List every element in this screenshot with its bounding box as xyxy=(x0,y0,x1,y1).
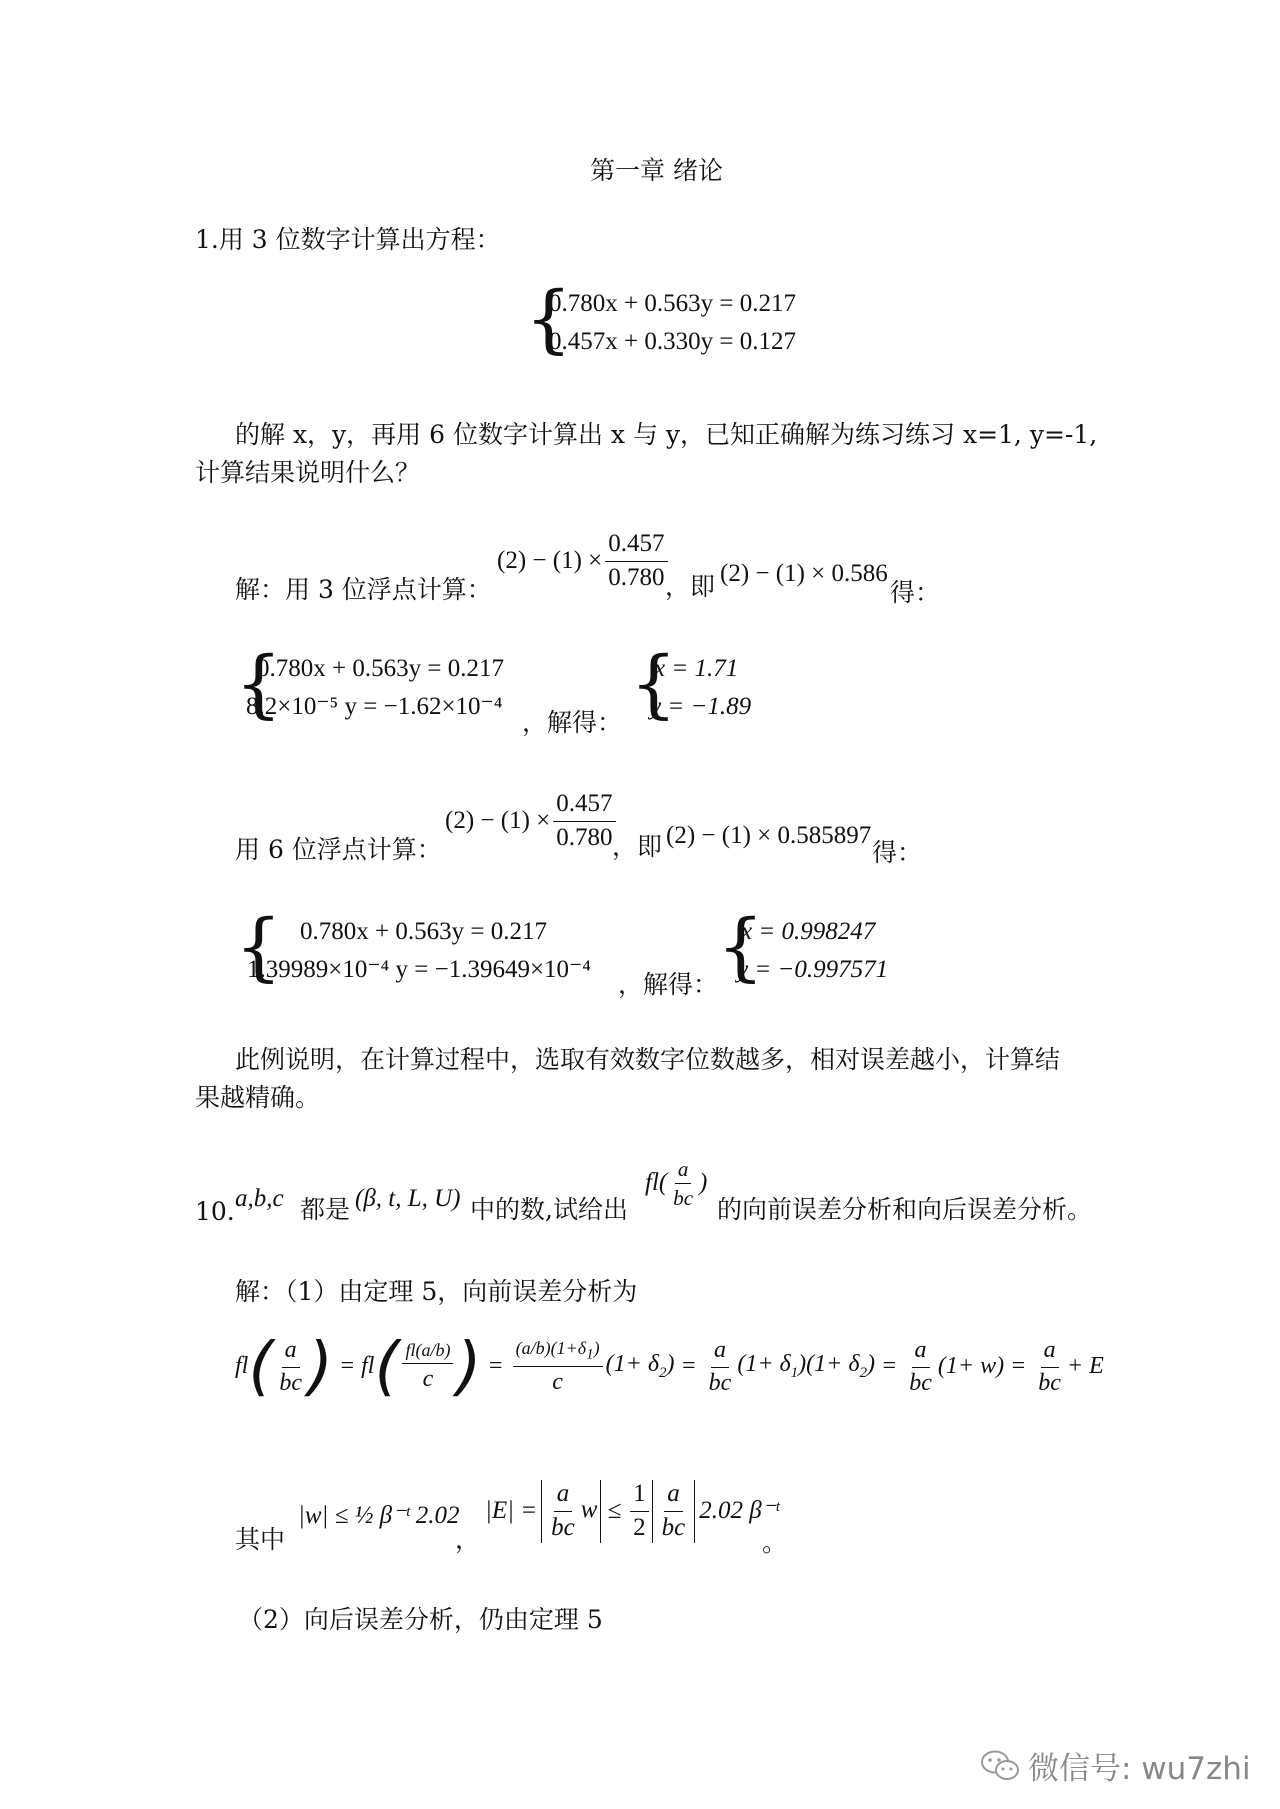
left-brace: { xyxy=(630,641,678,727)
problem-10-text-b: 中的数,试给出 xyxy=(470,1195,628,1224)
solution-10-part-1: 解：（1）由定理 5，向前误差分析为 xyxy=(235,1277,638,1306)
E-bound-tail: 2.02 β⁻ᵗ xyxy=(699,1496,780,1524)
solution-3digit-simplified-op: (2) − (1) × 0.586 xyxy=(720,560,888,587)
system-eq-2: 8.2×10⁻⁵ y = −1.62×10⁻⁴ xyxy=(246,693,503,720)
comma-ji: ，即 xyxy=(612,832,663,861)
fraction-numerator: 0.457 xyxy=(605,530,667,562)
fraction-denominator: 0.780 xyxy=(608,563,665,591)
fraction xyxy=(605,530,667,593)
system-eq-1: 0.780x + 0.563y = 0.217 xyxy=(549,290,796,317)
conclusion-line-1: 此例说明，在计算过程中，选取有效数字位数越多，相对误差越小，计算结 xyxy=(235,1045,1061,1074)
left-brace: { xyxy=(717,904,765,990)
watermark-text: 微信号: wu7zhi xyxy=(1028,1751,1251,1787)
fl-fraction xyxy=(670,1157,696,1210)
fraction xyxy=(553,790,615,853)
left-brace: { xyxy=(235,641,283,727)
problem-1-prompt: 1.用 3 位数字计算出方程： xyxy=(195,225,501,254)
where-label: 其中 xyxy=(235,1525,286,1554)
operation-prefix: (2) − (1) × xyxy=(497,546,603,574)
problem-10-vars: a,b,c xyxy=(235,1185,284,1212)
jiede-label: ，解得： xyxy=(522,708,623,737)
result-y: y = −0.997571 xyxy=(737,956,889,983)
wechat-icon xyxy=(980,1749,1020,1783)
operation-prefix: (2) − (1) × xyxy=(445,806,551,834)
de-label: 得： xyxy=(872,838,923,867)
fl-close: ) xyxy=(699,1169,708,1197)
problem-1-question-line-2: 计算结果说明什么？ xyxy=(195,458,421,487)
result-x: x = 0.998247 xyxy=(741,918,876,945)
system-eq-2: 1.39989×10⁻⁴ y = −1.39649×10⁻⁴ xyxy=(247,956,591,983)
left-brace: { xyxy=(525,276,573,362)
fraction-numerator: 0.457 xyxy=(553,790,615,822)
solution-6digit-simplified-op: (2) − (1) × 0.585897 xyxy=(666,822,872,849)
system-eq-1: 0.780x + 0.563y = 0.217 xyxy=(257,655,504,682)
result-x: x = 1.71 xyxy=(654,655,739,682)
solution-6digit-operation xyxy=(445,790,619,853)
solution-3digit-operation xyxy=(497,530,671,593)
problem-1-question-line-1: 的解 x，y，再用 6 位数字计算出 x 与 y，已知正确解为练习练习 x=1, y=-1, xyxy=(235,420,1098,449)
conclusion-line-2: 果越精确。 xyxy=(195,1083,321,1112)
E-label: |E| = xyxy=(485,1496,538,1524)
fl-numerator: a xyxy=(675,1157,692,1184)
solution-10-part-2: （2）向后误差分析，仍由定理 5 xyxy=(238,1605,603,1634)
fraction-denominator: 0.780 xyxy=(556,823,613,851)
system-eq-2: 0.457x + 0.330y = 0.127 xyxy=(549,328,796,355)
forward-error-equation: fl ( $\frac{a}{bc}$ ) = fl ( $\frac{fl(a/b)}{c}$ ) = $\frac{(a/b)(1+\delta_1)}{c}$ $(1+ \delta_2)$ = $\frac{a}{bc}$ $(1+ \delta_1)(1+ \delta_2)$ = $\frac{a}{bc}$ (1+ w) = $\frac{a}{bc}$ + E xyxy=(235,1330,1104,1404)
comma-ji: ，即 xyxy=(665,572,716,601)
fl-denominator: bc xyxy=(673,1186,694,1211)
de-label: 得： xyxy=(890,578,941,607)
fl-open: fl( xyxy=(645,1169,668,1197)
w-bound: |w| ≤ ½ β⁻ᵗ 2.02 xyxy=(298,1502,460,1529)
problem-10-fl-expression xyxy=(645,1157,707,1210)
solution-3digit-intro: 解：用 3 位浮点计算： xyxy=(235,575,492,604)
comma: ， xyxy=(455,1525,481,1554)
problem-10-number: 10. xyxy=(195,1197,235,1226)
period: 。 xyxy=(762,1528,788,1557)
system-eq-1: 0.780x + 0.563y = 0.217 xyxy=(300,918,547,945)
E-bound: |E| = $\frac{a}{bc}$ w ≤ $\frac{1}{2}$ $\frac{a}{bc}$ 2.02 β⁻ᵗ xyxy=(485,1480,780,1541)
problem-10-system-spec: (β, t, L, U) xyxy=(355,1185,461,1212)
chapter-title: 第一章 绪论 xyxy=(590,156,723,185)
left-brace: { xyxy=(235,904,283,990)
result-y: y = −1.89 xyxy=(650,693,752,720)
solution-6digit-intro: 用 6 位浮点计算： xyxy=(235,835,442,864)
problem-10-text-c: 的向前误差分析和向后误差分析。 xyxy=(717,1195,1093,1224)
watermark xyxy=(980,1743,1251,1788)
problem-10-text-a: 都是 xyxy=(300,1195,351,1224)
jiede-label: ，解得： xyxy=(618,970,719,999)
